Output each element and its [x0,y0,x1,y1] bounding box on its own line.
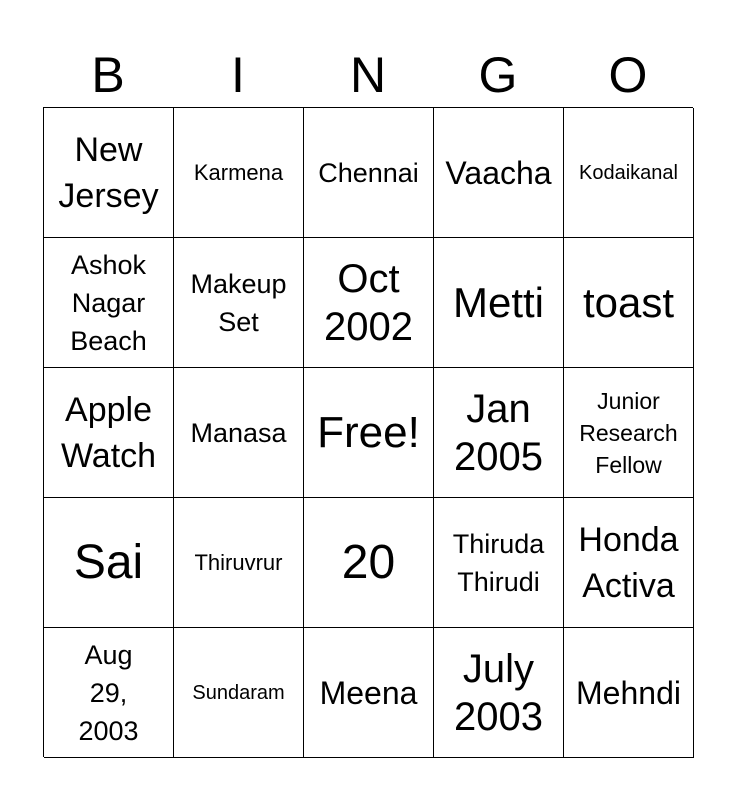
bingo-cell[interactable] [174,108,304,238]
header-letter-o: O [608,47,648,103]
bingo-cell[interactable] [564,628,694,758]
bingo-cell[interactable] [564,498,694,628]
cell-label: Meena [319,674,418,711]
cell-label: July 2003 [454,646,543,739]
bingo-cell[interactable] [304,238,434,368]
cell-label: Mehndi [576,674,681,711]
cell-label: Junior Research Fellow [579,387,678,478]
cell-label: Sai [73,535,144,589]
cell-label: Makeup Set [190,268,287,337]
cell-label: Thiruvrur [194,549,283,575]
cell-label: Oct 2002 [324,256,413,349]
bingo-cell[interactable] [434,238,564,368]
bingo-cell[interactable] [564,238,694,368]
header-letter-i: I [231,47,245,103]
cell-label: Honda Activa [578,520,679,605]
cell-label: toast [582,278,675,326]
cell-label: Vaacha [445,154,552,191]
bingo-cell[interactable] [564,368,694,498]
cell-label: Thiruda Thirudi [452,528,545,597]
cell-label: Kodaikanal [579,161,678,184]
bingo-cell[interactable] [304,498,434,628]
bingo-board [43,107,693,757]
bingo-cell[interactable] [564,108,694,238]
bingo-cell[interactable] [44,628,174,758]
bingo-cell[interactable] [44,368,174,498]
bingo-cell[interactable] [434,498,564,628]
cell-label: New Jersey [58,130,159,215]
bingo-cell[interactable] [434,368,564,498]
bingo-cell[interactable] [44,498,174,628]
free-space-label: Free! [317,407,420,457]
bingo-cell[interactable] [174,628,304,758]
bingo-cell[interactable] [44,238,174,368]
cell-label: 20 [341,535,396,589]
bingo-cell[interactable] [304,108,434,238]
header-letter-n: N [349,47,387,103]
bingo-cell[interactable] [174,368,304,498]
cell-label: Karmena [193,159,284,185]
bingo-header [43,42,693,108]
free-space-cell[interactable] [304,368,434,498]
cell-label: Metti [452,278,544,326]
cell-label: Manasa [190,417,287,448]
cell-label: Sundaram [192,681,285,704]
cell-label: Apple Watch [60,390,157,475]
bingo-cell[interactable] [44,108,174,238]
cell-label: Jan 2005 [454,386,543,479]
bingo-cell[interactable] [174,238,304,368]
header-letter-g: G [478,47,518,103]
cell-label: Chennai [318,157,419,188]
bingo-cell[interactable] [434,108,564,238]
bingo-cell[interactable] [304,628,434,758]
bingo-cell[interactable] [174,498,304,628]
bingo-cell[interactable] [434,628,564,758]
cell-label: Ashok Nagar Beach [70,249,147,356]
cell-label: Aug 29, 2003 [78,639,139,746]
header-letter-b: B [91,47,125,103]
